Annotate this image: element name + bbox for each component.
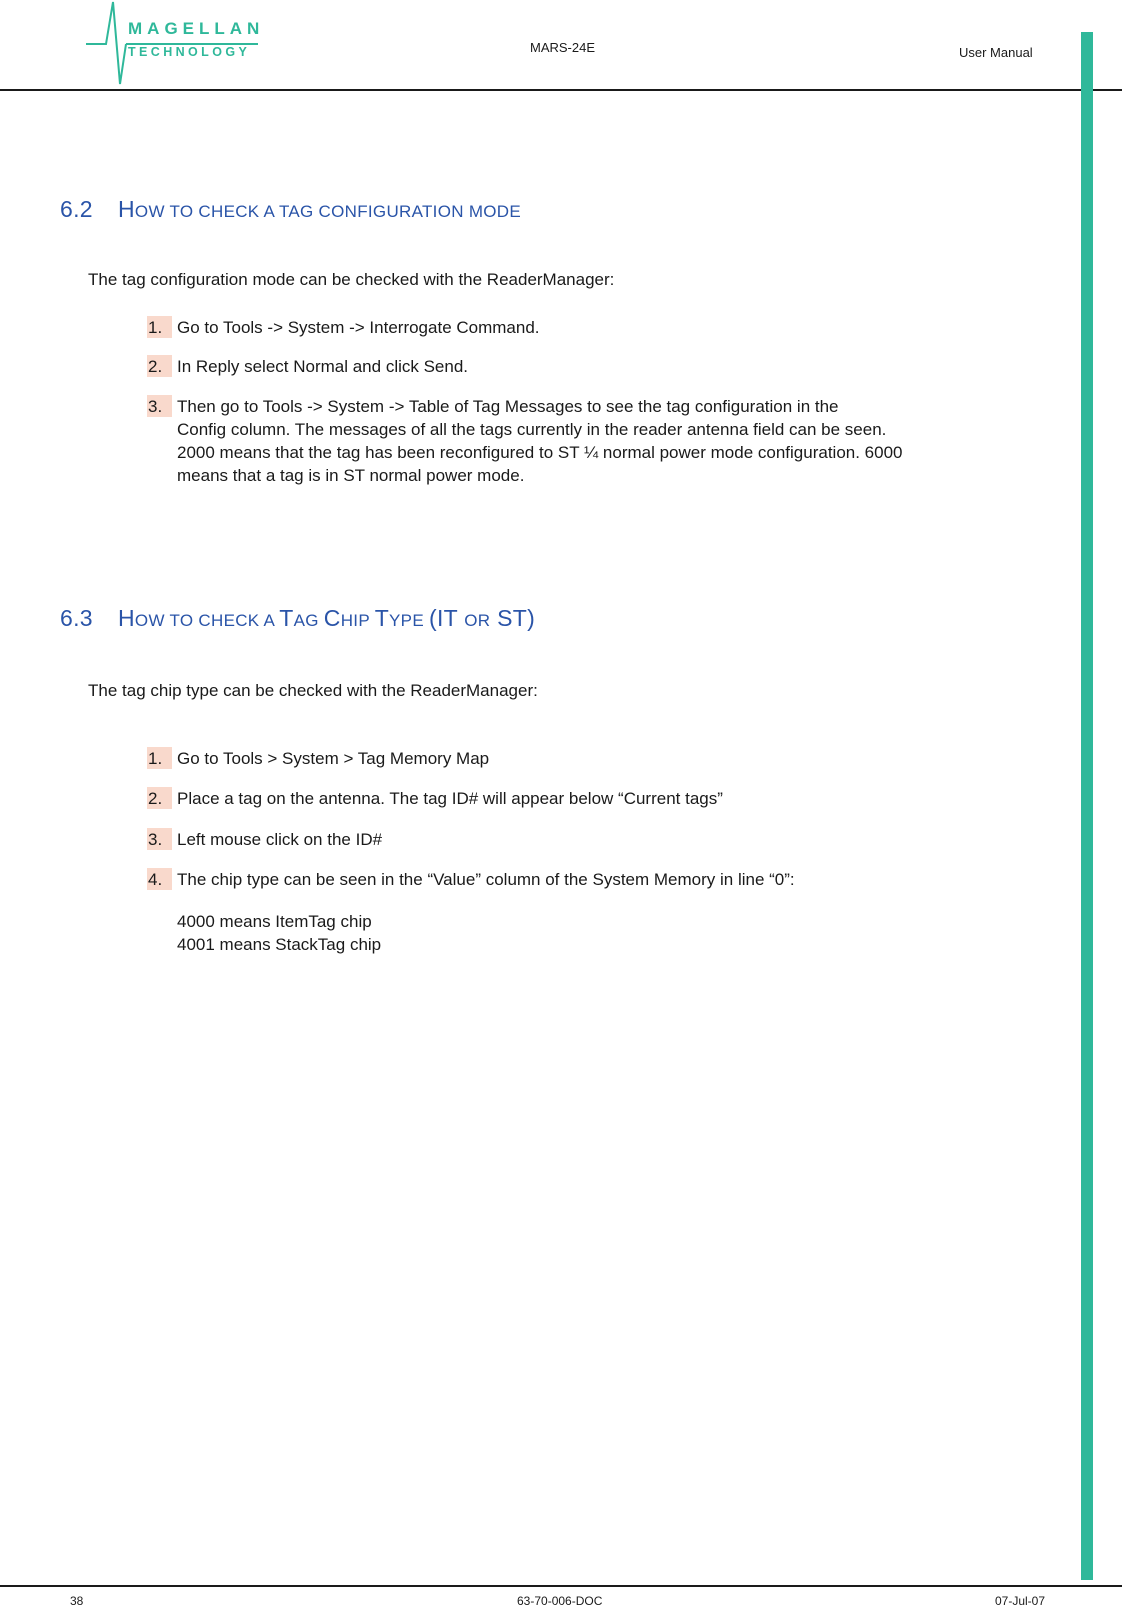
- title-part: OR: [464, 611, 491, 630]
- footer-rule: [0, 1585, 1122, 1587]
- page-number: 38: [70, 1594, 84, 1608]
- title-part: (IT: [429, 605, 465, 631]
- section-6-3-intro: The tag chip type can be checked with the ReaderManager:: [88, 681, 538, 700]
- list-marker: 1.: [147, 747, 172, 769]
- doc-number: 63-70-006-DOC: [517, 1594, 603, 1608]
- list-marker: 2.: [147, 355, 172, 377]
- company-logo: [86, 0, 276, 90]
- logo-text-top: MAGELLAN: [128, 19, 265, 38]
- section-6-3-title: [60, 605, 535, 632]
- title-part: H: [118, 196, 135, 222]
- title-part: OW TO CHECK A TAG CONFIGURATION MODE: [134, 202, 522, 221]
- title-part: H: [118, 605, 135, 631]
- note-line: 4000 means ItemTag chip: [177, 912, 372, 931]
- title-part: T: [374, 605, 390, 631]
- list-marker: 3.: [147, 395, 172, 417]
- header-rule: [0, 89, 1122, 91]
- list-item-text: Left mouse click on the ID#: [177, 830, 383, 849]
- list-item-text: Go to Tools -> System -> Interrogate Command.: [177, 318, 540, 337]
- section-number: 6.3: [60, 605, 93, 631]
- header-doc-type: User Manual: [959, 45, 1033, 60]
- list-item-text: The chip type can be seen in the “Value” column of the System Memory in line “0”:: [177, 870, 795, 889]
- header-product: MARS-24E: [530, 40, 596, 55]
- title-part: YPE: [389, 611, 429, 630]
- title-part: T: [279, 605, 294, 631]
- chip-type-notes: [177, 910, 381, 956]
- list-marker: 2.: [147, 787, 172, 809]
- list-item-text: Then go to Tools -> System -> Table of Tag Messages to see the tag configuration in the: [177, 397, 839, 416]
- title-part: C: [323, 605, 341, 631]
- section-6-2-title: [60, 196, 521, 223]
- list-marker: 3.: [147, 828, 172, 850]
- doc-date: 07-Jul-07: [995, 1594, 1046, 1608]
- section-number: 6.2: [60, 196, 93, 222]
- list-item-text: Go to Tools > System > Tag Memory Map: [177, 749, 490, 768]
- list-marker: 4.: [147, 868, 172, 890]
- title-part: AG: [293, 611, 324, 630]
- list-item-text: Config column. The messages of all the tags currently in the reader antenna field can be seen.: [177, 420, 887, 439]
- section-6-2-intro: The tag configuration mode can be checked with the ReaderManager:: [88, 270, 615, 289]
- note-line: 4001 means StackTag chip: [177, 935, 382, 954]
- list-item-text: In Reply select Normal and click Send.: [177, 357, 469, 376]
- title-part: OW TO CHECK A: [134, 611, 280, 630]
- title-part: HIP: [340, 611, 375, 630]
- list-marker: 1.: [147, 316, 172, 338]
- side-accent-bar: [1081, 32, 1093, 1580]
- logo-text-bottom: TECHNOLOGY: [128, 45, 251, 59]
- list-item-text: Place a tag on the antenna. The tag ID# will appear below “Current tags”: [177, 789, 723, 808]
- list-item-text: means that a tag is in ST normal power mode.: [177, 466, 525, 485]
- list-item-text: 2000 means that the tag has been reconfigured to ST ¼ normal power mode configuration. 6000: [177, 443, 903, 462]
- title-part: ST): [490, 605, 536, 631]
